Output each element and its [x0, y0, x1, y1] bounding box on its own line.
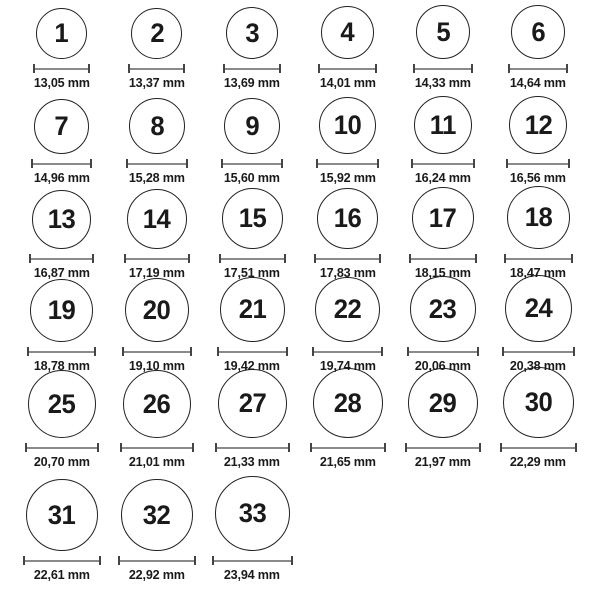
diameter-dimension: [33, 64, 90, 73]
diameter-dimension: [29, 254, 94, 263]
dimension-tick-right-icon: [381, 347, 383, 356]
ring-size-cell: [318, 6, 377, 95]
dimension-line: [214, 560, 291, 562]
dimension-line: [320, 68, 375, 70]
ring-size-number: 17: [429, 202, 457, 233]
dimension-tick-right-icon: [99, 556, 101, 565]
dimension-line: [223, 163, 281, 165]
diameter-label: 16,24 mm: [415, 170, 471, 186]
dimension-line: [120, 560, 194, 562]
ring-size-cell: [118, 479, 196, 587]
ring-size-cell: [310, 368, 386, 474]
diameter-label: 21,97 mm: [415, 454, 471, 470]
ring-circle: [317, 188, 378, 249]
ring-size-cell: [413, 5, 473, 95]
ring-size-number: 7: [54, 111, 69, 142]
ring-size-number: 27: [238, 388, 267, 419]
ring-circle: [131, 8, 182, 59]
dimension-tick-right-icon: [475, 254, 477, 263]
diameter-label: 20,06 mm: [415, 358, 471, 374]
ring-size-cell: [217, 277, 288, 378]
ring-circle: [509, 96, 567, 154]
ring-circle: [414, 96, 472, 154]
diameter-label: 14,64 mm: [510, 75, 567, 91]
ring-circle: [410, 276, 476, 342]
ring-size-number: 21: [238, 294, 267, 325]
ring-circle: [507, 186, 570, 249]
diameter-label: 17,83 mm: [319, 265, 376, 281]
dimension-line: [29, 351, 94, 353]
ring-size-number: 14: [143, 203, 171, 234]
dimension-tick-right-icon: [384, 443, 386, 452]
diameter-dimension: [122, 347, 192, 356]
ring-size-cell: [409, 187, 477, 285]
ring-circle: [127, 189, 187, 249]
ring-size-number: 15: [238, 203, 267, 234]
dimension-tick-right-icon: [284, 254, 286, 263]
dimension-tick-right-icon: [479, 443, 481, 452]
ring-size-number: 12: [524, 109, 553, 140]
ring-circle: [222, 188, 283, 249]
ring-size-cell: [314, 188, 381, 285]
ring-size-number: 20: [143, 294, 171, 325]
dimension-line: [504, 351, 573, 353]
ring-circle: [505, 275, 572, 342]
diameter-dimension: [314, 254, 381, 263]
ring-circle: [220, 277, 285, 342]
dimension-tick-right-icon: [97, 443, 99, 452]
ring-size-cell: [29, 190, 94, 285]
diameter-label: 14,01 mm: [319, 75, 376, 91]
diameter-label: 14,96 mm: [33, 170, 90, 186]
diameter-label: 13,69 mm: [224, 75, 281, 91]
ring-circle: [129, 98, 185, 154]
diameter-dimension: [215, 443, 290, 452]
ring-size-number: 30: [524, 387, 553, 418]
ring-size-cell: [504, 186, 573, 285]
diameter-dimension: [223, 64, 281, 73]
ring-circle: [30, 279, 93, 342]
dimension-tick-right-icon: [186, 159, 188, 168]
ring-circle: [319, 97, 376, 154]
diameter-dimension: [221, 159, 283, 168]
dimension-line: [31, 258, 92, 260]
diameter-dimension: [413, 64, 473, 73]
ring-size-cell: [122, 278, 192, 378]
diameter-dimension: [23, 556, 101, 565]
diameter-label: 18,15 mm: [415, 265, 471, 281]
diameter-label: 21,65 mm: [319, 454, 376, 470]
ring-size-number: 24: [524, 293, 553, 324]
dimension-tick-right-icon: [471, 64, 473, 73]
ring-size-cell: [221, 98, 283, 190]
ring-circle: [412, 187, 474, 249]
dimension-line: [314, 351, 381, 353]
dimension-line: [130, 68, 183, 70]
dimension-line: [413, 163, 473, 165]
ring-size-number: 28: [333, 387, 362, 418]
dimension-line: [25, 560, 99, 562]
ring-circle: [121, 479, 193, 551]
ring-size-number: 4: [340, 17, 355, 48]
diameter-label: 19,10 mm: [129, 358, 185, 374]
ring-circle: [36, 8, 87, 59]
dimension-line: [411, 258, 475, 260]
dimension-line: [506, 258, 571, 260]
diameter-label: 22,92 mm: [129, 567, 185, 583]
diameter-dimension: [409, 254, 477, 263]
diameter-dimension: [120, 443, 194, 452]
ring-size-cell: [316, 97, 379, 190]
diameter-label: 15,28 mm: [129, 170, 185, 186]
dimension-line: [126, 258, 188, 260]
ring-circle: [408, 368, 478, 438]
diameter-label: 22,29 mm: [510, 454, 567, 470]
ring-circle: [34, 99, 89, 154]
ring-size-cell: [506, 96, 570, 190]
ring-size-cell: [407, 276, 479, 378]
diameter-label: 17,51 mm: [224, 265, 281, 281]
dimension-line: [35, 68, 88, 70]
ring-circle: [218, 369, 287, 438]
diameter-dimension: [504, 254, 573, 263]
ring-size-cell: [215, 369, 290, 474]
ring-size-cell: [500, 367, 577, 474]
dimension-tick-right-icon: [188, 254, 190, 263]
ring-size-number: 19: [47, 295, 76, 326]
dimension-line: [225, 68, 279, 70]
dimension-tick-right-icon: [190, 347, 192, 356]
dimension-tick-right-icon: [279, 64, 281, 73]
ring-size-number: 18: [524, 202, 553, 233]
dimension-tick-right-icon: [288, 443, 290, 452]
diameter-label: 18,78 mm: [33, 358, 90, 374]
ring-size-number: 31: [47, 499, 76, 530]
ring-size-cell: [120, 370, 194, 474]
diameter-label: 16,56 mm: [510, 170, 567, 186]
dimension-tick-right-icon: [566, 64, 568, 73]
ring-size-cell: [124, 189, 190, 285]
dimension-tick-right-icon: [379, 254, 381, 263]
ring-size-number: 32: [143, 499, 171, 530]
diameter-dimension: [318, 64, 377, 73]
ring-size-number: 6: [531, 16, 546, 47]
dimension-tick-right-icon: [568, 159, 570, 168]
diameter-label: 13,37 mm: [129, 75, 185, 91]
ring-size-cell: [405, 368, 481, 474]
ring-size-cell: [27, 279, 96, 378]
dimension-line: [407, 447, 479, 449]
diameter-dimension: [312, 347, 383, 356]
diameter-label: 18,47 mm: [510, 265, 567, 281]
diameter-dimension: [500, 443, 577, 452]
ring-circle: [503, 367, 574, 438]
diameter-label: 19,42 mm: [224, 358, 281, 374]
diameter-label: 17,19 mm: [129, 265, 185, 281]
dimension-line: [508, 163, 568, 165]
dimension-tick-right-icon: [90, 159, 92, 168]
ring-size-number: 13: [47, 204, 76, 235]
dimension-tick-right-icon: [291, 556, 293, 565]
dimension-line: [124, 351, 190, 353]
diameter-dimension: [219, 254, 286, 263]
diameter-label: 20,70 mm: [33, 454, 90, 470]
ring-size-cell: [212, 476, 293, 587]
dimension-tick-right-icon: [473, 159, 475, 168]
ring-size-cell: [411, 96, 475, 190]
diameter-label: 13,05 mm: [33, 75, 90, 91]
dimension-line: [221, 258, 284, 260]
diameter-dimension: [508, 64, 568, 73]
diameter-label: 15,92 mm: [319, 170, 376, 186]
ring-size-number: 29: [429, 387, 457, 418]
ring-circle: [321, 6, 374, 59]
ring-size-cell: [312, 277, 383, 378]
diameter-dimension: [25, 443, 99, 452]
diameter-label: 21,01 mm: [129, 454, 185, 470]
ring-size-cell: [128, 8, 186, 95]
ring-circle: [32, 190, 91, 249]
dimension-tick-right-icon: [194, 556, 196, 565]
diameter-dimension: [407, 347, 479, 356]
dimension-tick-right-icon: [375, 64, 377, 73]
diameter-dimension: [31, 159, 92, 168]
ring-size-number: 26: [143, 388, 171, 419]
ring-size-number: 5: [436, 16, 450, 47]
ring-size-number: 9: [245, 110, 260, 141]
diameter-dimension: [405, 443, 481, 452]
ring-size-number: 16: [333, 203, 362, 234]
ring-size-number: 33: [238, 498, 267, 529]
ring-size-cell: [223, 7, 281, 95]
ring-circle: [313, 368, 383, 438]
diameter-label: 21,33 mm: [224, 454, 281, 470]
dimension-line: [409, 351, 477, 353]
ring-size-number: 10: [333, 110, 362, 141]
dimension-line: [33, 163, 90, 165]
ring-circle: [26, 479, 98, 551]
diameter-dimension: [212, 556, 293, 565]
dimension-tick-right-icon: [286, 347, 288, 356]
dimension-line: [128, 163, 186, 165]
ring-size-cell: [508, 5, 568, 95]
ring-size-cell: [25, 370, 99, 474]
ring-size-cell: [126, 98, 188, 190]
dimension-line: [122, 447, 192, 449]
ring-size-cell: [23, 479, 101, 587]
ring-circle: [511, 5, 565, 59]
diameter-dimension: [126, 159, 188, 168]
ring-size-number: 23: [429, 293, 457, 324]
dimension-line: [316, 258, 379, 260]
ring-size-number: 1: [54, 18, 69, 49]
diameter-dimension: [502, 347, 575, 356]
ring-circle: [226, 7, 278, 59]
ring-size-number: 2: [150, 18, 164, 49]
dimension-tick-right-icon: [477, 347, 479, 356]
diameter-label: 19,74 mm: [319, 358, 376, 374]
ring-size-number: 22: [333, 294, 362, 325]
ring-circle: [28, 370, 96, 438]
dimension-tick-right-icon: [88, 64, 90, 73]
dimension-line: [219, 351, 286, 353]
dimension-tick-right-icon: [573, 347, 575, 356]
diameter-label: 15,60 mm: [224, 170, 281, 186]
dimension-tick-right-icon: [92, 254, 94, 263]
diameter-dimension: [310, 443, 386, 452]
diameter-label: 16,87 mm: [33, 265, 90, 281]
dimension-tick-right-icon: [575, 443, 577, 452]
diameter-label: 23,94 mm: [224, 567, 281, 583]
diameter-dimension: [27, 347, 96, 356]
dimension-tick-right-icon: [281, 159, 283, 168]
dimension-tick-right-icon: [571, 254, 573, 263]
ring-size-number: 3: [245, 17, 260, 48]
diameter-dimension: [411, 159, 475, 168]
ring-circle: [123, 370, 191, 438]
diameter-label: 20,38 mm: [510, 358, 567, 374]
diameter-dimension: [118, 556, 196, 565]
diameter-label: 14,33 mm: [415, 75, 471, 91]
ring-size-cell: [33, 8, 91, 95]
dimension-line: [312, 447, 384, 449]
ring-size-cell: [502, 275, 575, 378]
ring-circle: [315, 277, 380, 342]
ring-circle: [125, 278, 189, 342]
dimension-line: [217, 447, 288, 449]
diameter-dimension: [217, 347, 288, 356]
dimension-line: [318, 163, 377, 165]
dimension-tick-right-icon: [94, 347, 96, 356]
ring-circle: [215, 476, 290, 551]
dimension-tick-right-icon: [192, 443, 194, 452]
diameter-label: 22,61 mm: [33, 567, 90, 583]
ring-size-number: 11: [429, 109, 457, 140]
ring-size-number: 25: [47, 388, 76, 419]
ring-size-cell: [219, 188, 286, 285]
dimension-line: [415, 68, 471, 70]
ring-circle: [416, 5, 470, 59]
dimension-line: [510, 68, 566, 70]
ring-size-cell: [31, 99, 92, 190]
dimension-tick-right-icon: [183, 64, 185, 73]
diameter-dimension: [316, 159, 379, 168]
diameter-dimension: [124, 254, 190, 263]
ring-circle: [224, 98, 280, 154]
dimension-line: [27, 447, 97, 449]
diameter-dimension: [128, 64, 185, 73]
dimension-line: [502, 447, 575, 449]
dimension-tick-right-icon: [377, 159, 379, 168]
diameter-dimension: [506, 159, 570, 168]
ring-size-number: 8: [150, 110, 164, 141]
